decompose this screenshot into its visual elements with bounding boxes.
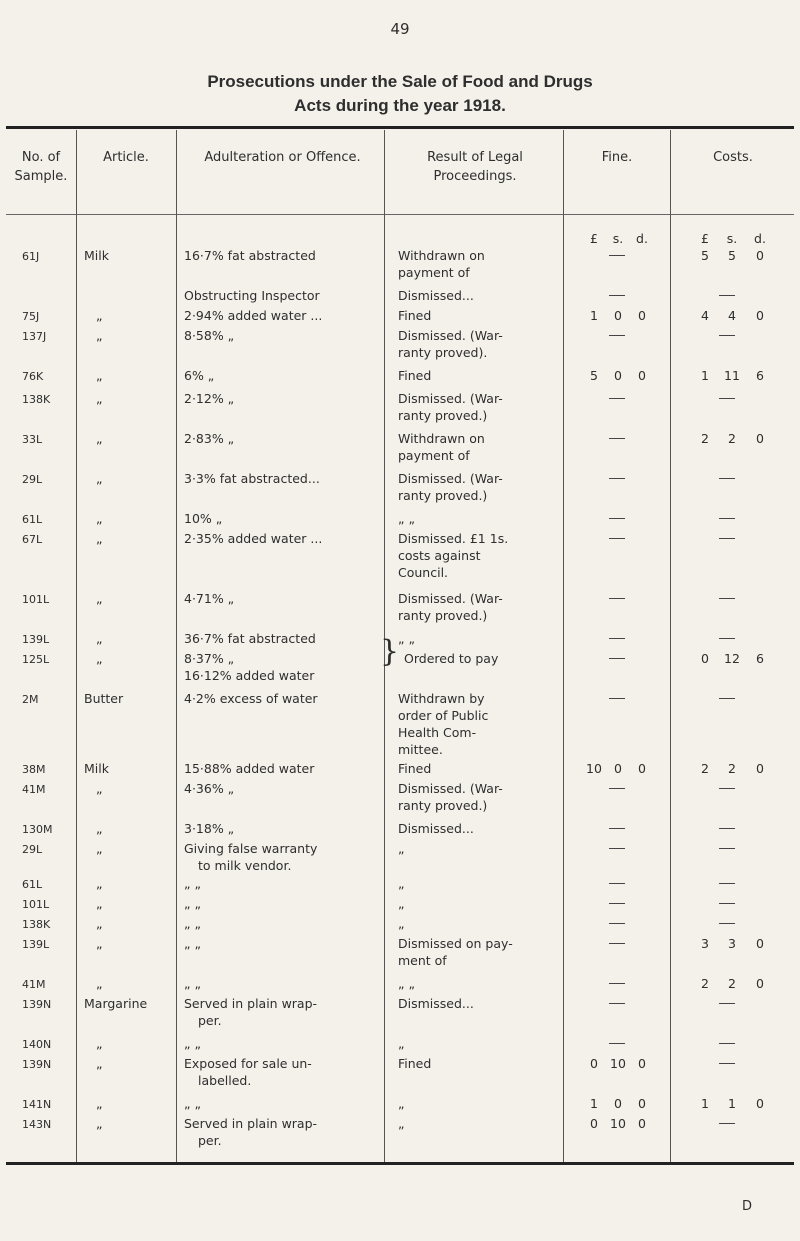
costs-dash bbox=[719, 883, 735, 884]
fine-value: 0 bbox=[590, 1056, 598, 1071]
sample-number: 41M bbox=[22, 783, 46, 796]
article-name: „ bbox=[96, 651, 103, 666]
result-text: „ bbox=[398, 1036, 405, 1051]
result-text: ment of bbox=[398, 953, 447, 968]
offence-text: „ „ bbox=[184, 976, 201, 991]
offence-text: 2·12% „ bbox=[184, 391, 235, 406]
costs-value: 0 bbox=[756, 1096, 764, 1111]
costs-value: 2 bbox=[728, 431, 736, 446]
costs-value: 3 bbox=[728, 936, 736, 951]
fine-value: 10 bbox=[610, 1116, 626, 1131]
result-text: Dismissed. (War- bbox=[398, 591, 503, 606]
offence-text: 10% „ bbox=[184, 511, 223, 526]
article-name: „ bbox=[96, 781, 103, 796]
result-text: ranty proved.) bbox=[398, 798, 488, 813]
result-text: Dismissed. £1 1s. bbox=[398, 531, 509, 546]
sample-number: 29L bbox=[22, 473, 43, 486]
article-name: Milk bbox=[84, 248, 109, 263]
offence-text: Obstructing Inspector bbox=[184, 288, 320, 303]
sample-number: 141N bbox=[22, 1098, 52, 1111]
costs-value: 2 bbox=[701, 761, 709, 776]
result-text: „ bbox=[398, 876, 405, 891]
article-name: Milk bbox=[84, 761, 109, 776]
offence-text: „ „ bbox=[184, 896, 201, 911]
fine-value: 5 bbox=[590, 368, 598, 383]
costs-dash bbox=[719, 478, 735, 479]
fine-value: 0 bbox=[614, 308, 622, 323]
costs-value: 11 bbox=[724, 368, 740, 383]
footer-signature: D bbox=[742, 1199, 753, 1214]
costs-value: 0 bbox=[756, 431, 764, 446]
article-name: „ bbox=[96, 591, 103, 606]
offence-text: Exposed for sale un- bbox=[184, 1056, 312, 1071]
result-text: ranty proved). bbox=[398, 345, 488, 360]
costs-shilling-label: s. bbox=[726, 231, 738, 246]
sample-number: 33L bbox=[22, 433, 43, 446]
costs-value: 5 bbox=[701, 248, 709, 263]
costs-value: 2 bbox=[701, 976, 709, 991]
article-name: „ bbox=[96, 631, 103, 646]
costs-value: 2 bbox=[701, 431, 709, 446]
sample-number: 138K bbox=[22, 918, 51, 931]
article-name: „ bbox=[96, 916, 103, 931]
article-name: Butter bbox=[84, 691, 124, 706]
result-text: „ bbox=[398, 1096, 405, 1111]
result-text: Withdrawn on bbox=[398, 431, 485, 446]
article-name: „ bbox=[96, 471, 103, 486]
article-name: „ bbox=[96, 1116, 103, 1131]
costs-value: 4 bbox=[701, 308, 709, 323]
brace-mark: } bbox=[380, 634, 400, 669]
result-text: Dismissed... bbox=[398, 288, 474, 303]
col-divider bbox=[670, 130, 671, 1162]
fine-dash bbox=[609, 598, 625, 599]
costs-value: 4 bbox=[728, 308, 736, 323]
fine-dash bbox=[609, 255, 625, 256]
page-title bbox=[0, 70, 800, 118]
fine-dash bbox=[609, 983, 625, 984]
result-text: Fined bbox=[398, 368, 432, 383]
fine-value: 0 bbox=[638, 1096, 646, 1111]
sample-number: 139L bbox=[22, 938, 50, 951]
sample-number: 101L bbox=[22, 898, 50, 911]
costs-dash bbox=[719, 598, 735, 599]
costs-value: 1 bbox=[701, 1096, 709, 1111]
result-text: Fined bbox=[398, 1056, 432, 1071]
fine-value: 1 bbox=[590, 308, 598, 323]
sample-number: 76K bbox=[22, 370, 44, 383]
costs-value: 0 bbox=[756, 936, 764, 951]
offence-text: 6% „ bbox=[184, 368, 215, 383]
costs-dash bbox=[719, 295, 735, 296]
costs-dash bbox=[719, 848, 735, 849]
article-name: „ bbox=[96, 821, 103, 836]
sample-number: 139L bbox=[22, 633, 50, 646]
article-name: „ bbox=[96, 1036, 103, 1051]
costs-dash bbox=[719, 1063, 735, 1064]
result-text: payment of bbox=[398, 265, 470, 280]
sample-number: 139N bbox=[22, 1058, 52, 1071]
fine-dash bbox=[609, 923, 625, 924]
fine-dash bbox=[609, 658, 625, 659]
fine-dash bbox=[609, 1003, 625, 1004]
article-name: Margarine bbox=[84, 996, 148, 1011]
offence-text: 3·3% fat abstracted... bbox=[184, 471, 320, 486]
sample-number: 61L bbox=[22, 878, 43, 891]
costs-dash bbox=[719, 828, 735, 829]
costs-value: 6 bbox=[756, 368, 764, 383]
costs-value: 0 bbox=[701, 651, 709, 666]
result-text: Dismissed... bbox=[398, 996, 474, 1011]
costs-value: 12 bbox=[724, 651, 740, 666]
fine-value: 0 bbox=[590, 1116, 598, 1131]
title-text: Prosecutions under the Sale of Food and Drugs Acts during the year 1918. bbox=[207, 72, 593, 115]
sample-number: 138K bbox=[22, 393, 51, 406]
sample-number: 41M bbox=[22, 978, 46, 991]
result-text: „ bbox=[398, 1116, 405, 1131]
header-sample: No. of Sample. bbox=[14, 150, 68, 184]
offence-text: Served in plain wrap- bbox=[184, 1116, 318, 1131]
fine-dash bbox=[609, 943, 625, 944]
fine-value: 0 bbox=[614, 1096, 622, 1111]
article-name: „ bbox=[96, 976, 103, 991]
costs-dash bbox=[719, 923, 735, 924]
header-rule bbox=[6, 214, 794, 215]
sample-number: 75J bbox=[22, 310, 40, 323]
costs-dash bbox=[719, 398, 735, 399]
costs-value: 3 bbox=[701, 936, 709, 951]
fine-dash bbox=[609, 638, 625, 639]
result-text: Dismissed. (War- bbox=[398, 471, 503, 486]
fine-dash bbox=[609, 698, 625, 699]
costs-value: 2 bbox=[728, 761, 736, 776]
costs-dash bbox=[719, 1043, 735, 1044]
offence-text: labelled. bbox=[198, 1073, 252, 1088]
fine-dash bbox=[609, 518, 625, 519]
article-name: „ bbox=[96, 876, 103, 891]
result-text: Dismissed. (War- bbox=[398, 328, 503, 343]
article-name: „ bbox=[96, 431, 103, 446]
costs-value: 1 bbox=[701, 368, 709, 383]
article-name: „ bbox=[96, 308, 103, 323]
fine-dash bbox=[609, 398, 625, 399]
result-text: Dismissed... bbox=[398, 821, 474, 836]
sample-number: 143N bbox=[22, 1118, 52, 1131]
fine-dash bbox=[609, 883, 625, 884]
offence-text: 2·35% added water ... bbox=[184, 531, 323, 546]
header-offence: Adulteration or Offence. bbox=[204, 150, 361, 165]
result-text: Fined bbox=[398, 308, 432, 323]
offence-text: Giving false warranty bbox=[184, 841, 318, 856]
result-text: ranty proved.) bbox=[398, 608, 488, 623]
result-text: „ bbox=[398, 896, 405, 911]
offence-text: per. bbox=[198, 1133, 222, 1148]
costs-value: 0 bbox=[756, 248, 764, 263]
sample-number: 140N bbox=[22, 1038, 52, 1051]
offence-text: 2·94% added water ... bbox=[184, 308, 323, 323]
result-text: Council. bbox=[398, 565, 449, 580]
fine-dash bbox=[609, 295, 625, 296]
offence-text: 8·37% „ bbox=[184, 651, 235, 666]
sample-number: 61L bbox=[22, 513, 43, 526]
result-text: Withdrawn on bbox=[398, 248, 485, 263]
result-text: order of Public bbox=[398, 708, 489, 723]
fine-value: 0 bbox=[614, 368, 622, 383]
article-name: „ bbox=[96, 511, 103, 526]
result-text: „ „ bbox=[398, 976, 415, 991]
result-text: „ bbox=[398, 841, 405, 856]
costs-value: 1 bbox=[728, 1096, 736, 1111]
offence-text: „ „ bbox=[184, 1036, 201, 1051]
fine-pence-label: d. bbox=[636, 231, 648, 246]
result-text: Dismissed on pay- bbox=[398, 936, 513, 951]
header-costs: Costs. bbox=[713, 150, 753, 165]
sample-number: 38M bbox=[22, 763, 46, 776]
costs-pound-label: £ bbox=[701, 231, 709, 246]
sample-number: 139N bbox=[22, 998, 52, 1011]
result-text: Ordered to pay bbox=[404, 651, 499, 666]
fine-value: 0 bbox=[638, 1056, 646, 1071]
fine-dash bbox=[609, 1043, 625, 1044]
costs-dash bbox=[719, 903, 735, 904]
costs-dash bbox=[719, 335, 735, 336]
offence-text: 16·12% added water bbox=[184, 668, 315, 683]
offence-text: Served in plain wrap- bbox=[184, 996, 318, 1011]
result-text: „ „ bbox=[398, 631, 415, 646]
fine-value: 10 bbox=[610, 1056, 626, 1071]
result-text: Fined bbox=[398, 761, 432, 776]
article-name: „ bbox=[96, 936, 103, 951]
fine-dash bbox=[609, 828, 625, 829]
header-fine: Fine. bbox=[601, 150, 633, 165]
sample-number: 61J bbox=[22, 250, 40, 263]
header-result: Result of Legal Proceedings. bbox=[427, 150, 523, 184]
offence-text: 3·18% „ bbox=[184, 821, 235, 836]
result-text: payment of bbox=[398, 448, 470, 463]
result-text: „ bbox=[398, 916, 405, 931]
header-article: Article. bbox=[103, 150, 149, 165]
col-divider bbox=[176, 130, 177, 1162]
sample-number: 130M bbox=[22, 823, 53, 836]
sample-number: 2M bbox=[22, 693, 39, 706]
fine-value: 0 bbox=[614, 761, 622, 776]
article-name: „ bbox=[96, 531, 103, 546]
costs-value: 5 bbox=[728, 248, 736, 263]
result-text: costs against bbox=[398, 548, 481, 563]
article-name: „ bbox=[96, 1096, 103, 1111]
article-name: „ bbox=[96, 896, 103, 911]
result-text: ranty proved.) bbox=[398, 408, 488, 423]
fine-dash bbox=[609, 478, 625, 479]
offence-text: 36·7% fat abstracted bbox=[184, 631, 316, 646]
result-text: Withdrawn by bbox=[398, 691, 485, 706]
sample-number: 29L bbox=[22, 843, 43, 856]
costs-dash bbox=[719, 1003, 735, 1004]
costs-value: 0 bbox=[756, 976, 764, 991]
costs-value: 0 bbox=[756, 761, 764, 776]
fine-shilling-label: s. bbox=[612, 231, 624, 246]
offence-text: 16·7% fat abstracted bbox=[184, 248, 316, 263]
fine-pound-label: £ bbox=[590, 231, 598, 246]
result-text: Health Com- bbox=[398, 725, 477, 740]
article-name: „ bbox=[96, 328, 103, 343]
fine-dash bbox=[609, 848, 625, 849]
fine-dash bbox=[609, 903, 625, 904]
result-text: „ „ bbox=[398, 511, 415, 526]
result-text: mittee. bbox=[398, 742, 443, 757]
fine-dash bbox=[609, 538, 625, 539]
col-divider bbox=[76, 130, 77, 1162]
costs-dash bbox=[719, 788, 735, 789]
offence-text: „ „ bbox=[184, 876, 201, 891]
offence-text: to milk vendor. bbox=[198, 858, 292, 873]
offence-text: 2·83% „ bbox=[184, 431, 235, 446]
costs-value: 0 bbox=[756, 308, 764, 323]
costs-pence-label: d. bbox=[754, 231, 766, 246]
offence-text: 4·71% „ bbox=[184, 591, 235, 606]
costs-value: 6 bbox=[756, 651, 764, 666]
bottom-rule bbox=[6, 1162, 794, 1165]
offence-text: „ „ bbox=[184, 1096, 201, 1111]
fine-value: 1 bbox=[590, 1096, 598, 1111]
costs-dash bbox=[719, 538, 735, 539]
page-number: 49 bbox=[390, 20, 410, 38]
top-rule bbox=[6, 126, 794, 129]
fine-dash bbox=[609, 335, 625, 336]
offence-text: „ „ bbox=[184, 936, 201, 951]
col-divider bbox=[563, 130, 564, 1162]
fine-value: 0 bbox=[638, 368, 646, 383]
result-text: Dismissed. (War- bbox=[398, 781, 503, 796]
offence-text: per. bbox=[198, 1013, 222, 1028]
sample-number: 67L bbox=[22, 533, 43, 546]
result-text: Dismissed. (War- bbox=[398, 391, 503, 406]
article-name: „ bbox=[96, 391, 103, 406]
offence-text: „ „ bbox=[184, 916, 201, 931]
costs-value: 2 bbox=[728, 976, 736, 991]
fine-value: 10 bbox=[586, 761, 602, 776]
fine-value: 0 bbox=[638, 761, 646, 776]
offence-text: 8·58% „ bbox=[184, 328, 235, 343]
costs-dash bbox=[719, 1123, 735, 1124]
fine-value: 0 bbox=[638, 308, 646, 323]
fine-dash bbox=[609, 788, 625, 789]
fine-dash bbox=[609, 438, 625, 439]
sample-number: 125L bbox=[22, 653, 50, 666]
offence-text: 4·36% „ bbox=[184, 781, 235, 796]
article-name: „ bbox=[96, 1056, 103, 1071]
result-text: ranty proved.) bbox=[398, 488, 488, 503]
article-name: „ bbox=[96, 841, 103, 856]
fine-value: 0 bbox=[638, 1116, 646, 1131]
offence-text: 15·88% added water bbox=[184, 761, 315, 776]
sample-number: 101L bbox=[22, 593, 50, 606]
costs-dash bbox=[719, 518, 735, 519]
offence-text: 4·2% excess of water bbox=[184, 691, 318, 706]
costs-dash bbox=[719, 638, 735, 639]
sample-number: 137J bbox=[22, 330, 47, 343]
article-name: „ bbox=[96, 368, 103, 383]
costs-dash bbox=[719, 698, 735, 699]
